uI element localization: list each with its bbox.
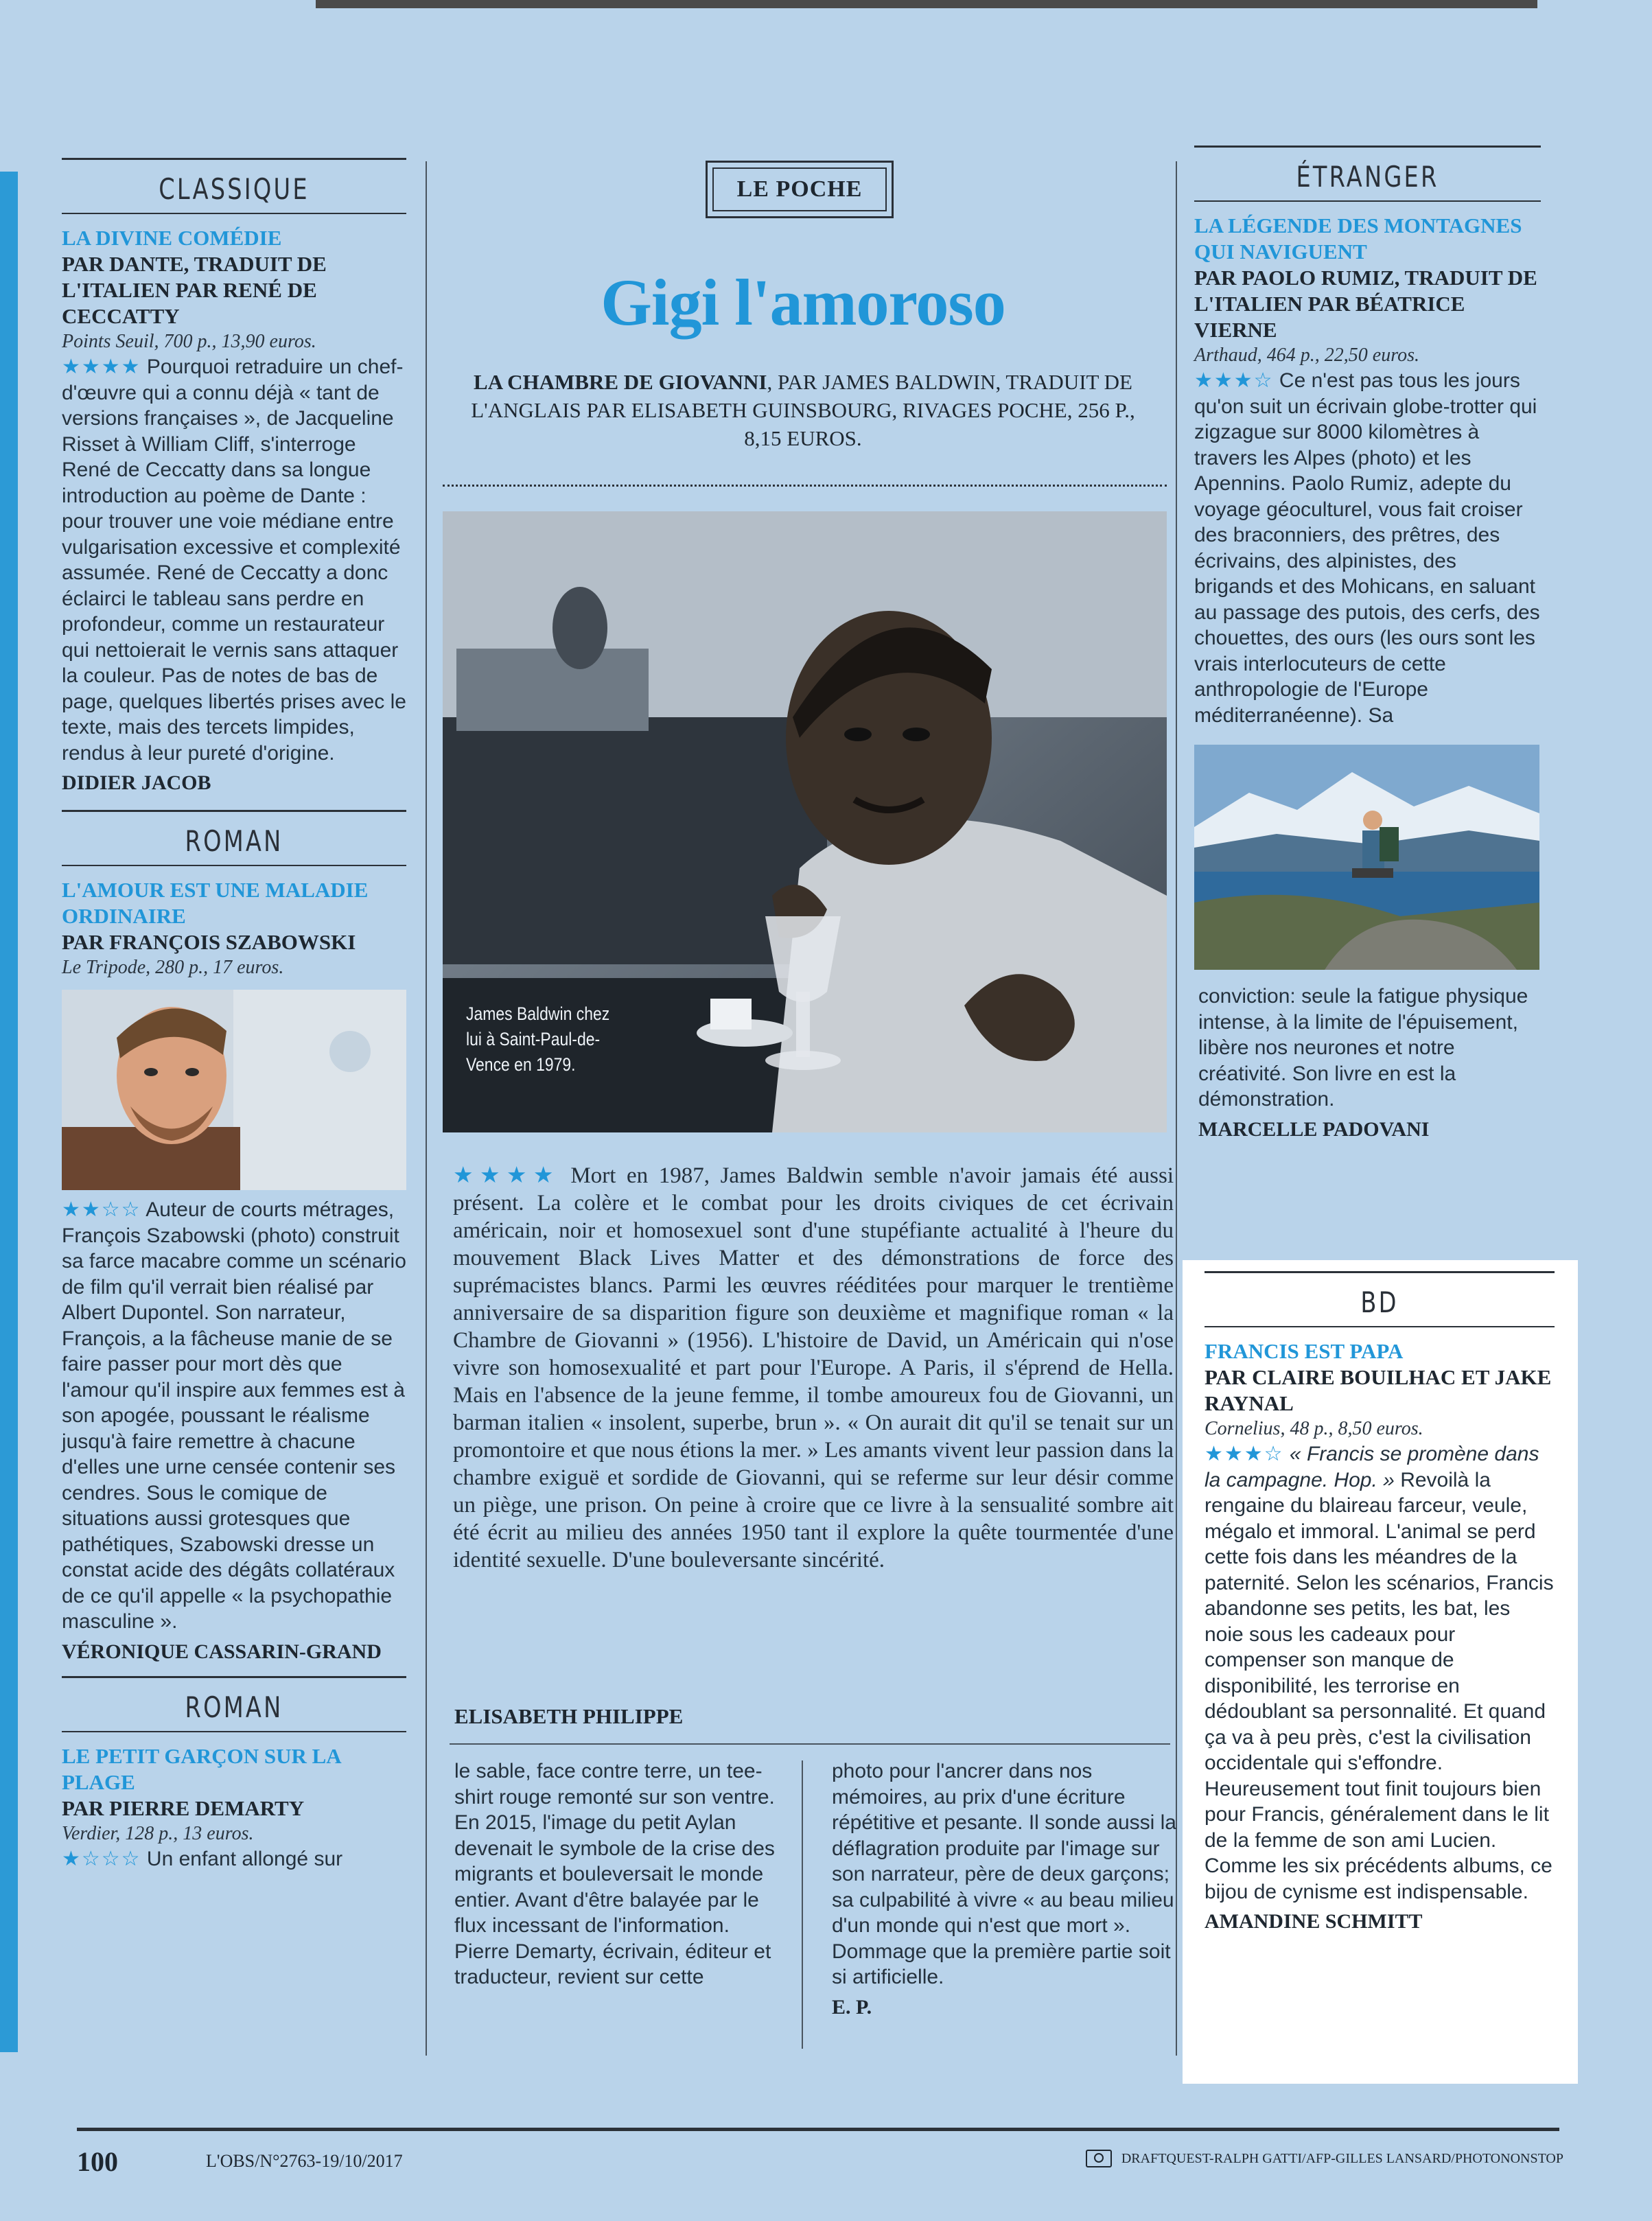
column-divider xyxy=(426,161,427,2056)
section-heading-bd: BD xyxy=(1360,1286,1399,1319)
photo-credits xyxy=(1049,2150,1563,2167)
article-headline: Gigi l'amoroso xyxy=(601,266,1005,339)
deck-details: , PAR JAMES BALDWIN, TRADUIT DE L'ANGLAIS PAR ELISABETH GUINSBOURG, RIVAGES POCHE, 256 P., 8,15 EUROS. xyxy=(471,370,1135,450)
portrait-illustration xyxy=(62,990,406,1190)
review-quote: « Francis se promène dans la campagne. Hop. » xyxy=(1205,1443,1539,1491)
rating-stars: ★★★★ xyxy=(62,356,141,378)
book-title: LA LÉGENDE DES MONTAGNES QUI NAVIGUENT xyxy=(1194,213,1522,264)
book-publisher: Verdier, 128 p., 13 euros. xyxy=(62,1822,254,1844)
review-signature: MARCELLE PADOVANI xyxy=(1198,1117,1430,1141)
section-rule xyxy=(1194,200,1541,202)
column-divider xyxy=(802,1760,803,2049)
continued-text-col2: photo pour l'ancrer dans nos mémoires, au prix d'une écriture répétitive et pesante. Il sonde aussi la déflagration produite par l'image sur son narrateur, père de deux garçons; sa culpabilité à vivre « au beau milieu d'un monde qui n'est que mort ». Dommage que la première partie soit si artificielle. xyxy=(832,1760,1176,1988)
review-body: Auteur de courts métrages, François Szabowski (photo) construit sa farce macabre comme un scénario de film qu'il verrait bien réalisé par Albert Dupontel. Son narrateur, François, a la fâcheuse manie de se faire passer pour mort dès que l'amour qu'il inspire aux femmes est à son apogée, poussant le réalisme jusqu'à faire remettre à chacune d'elles une urne censée contenir ses cendres. Sous le comique de situations aussi grotesques que pathétiques, Szabowski dresse un constat acide des dégâts collatéraux de ce qu'il appelle « la psychopathie masculine ». xyxy=(62,1198,406,1633)
review-text-continued: conviction: seule la fatigue physique intense, à la limite de l'épuisement, libère nos neurones et notre créativité. Son livre en est la démonstration. xyxy=(1198,985,1528,1110)
section-rule xyxy=(62,1731,406,1732)
book-publisher: Arthaud, 464 p., 22,50 euros. xyxy=(1194,345,1419,366)
rating-stars: ★☆☆☆ xyxy=(62,1847,141,1870)
camera-icon xyxy=(1086,2150,1112,2167)
page-number: 100 xyxy=(77,2146,118,2177)
section-rule xyxy=(1205,1326,1555,1327)
book-publisher: Points Seuil, 700 p., 13,90 euros. xyxy=(62,331,316,352)
section-heading-classique: CLASSIQUE xyxy=(159,172,310,206)
review-text xyxy=(62,1846,406,1872)
article-deck xyxy=(453,368,1153,452)
continued-text-col1: le sable, face contre terre, un tee-shirt rouge remonté sur son ventre. En 2015, l'image du petit Aylan devenait le symbole de la crise des migrants et bouleversait le monde entier. Avant d'être balayée par le flux incessant de l'information. Pierre Demarty, écrivain, éditeur et traducteur, revient sur cette xyxy=(454,1760,775,1988)
photo-caption: James Baldwin chez lui à Saint-Paul-de-Vence en 1979. xyxy=(466,1003,610,1075)
review-signature: VÉRONIQUE CASSARIN-GRAND xyxy=(62,1640,382,1663)
rating-stars: ★★☆☆ xyxy=(62,1198,141,1221)
section-rule xyxy=(62,865,406,866)
review-text xyxy=(62,1197,406,1635)
book-publisher: Le Tripode, 280 p., 17 euros. xyxy=(62,957,284,978)
review-text xyxy=(62,354,406,766)
continued-col2 xyxy=(832,1758,1189,2021)
rating-stars: ★★★★ xyxy=(453,1163,560,1188)
book-author: PAR FRANÇOIS SZABOWSKI xyxy=(62,930,356,954)
footer-rule xyxy=(77,2128,1559,2131)
review-body: Un enfant allongé sur xyxy=(146,1847,343,1870)
continued-signature: E. P. xyxy=(832,1995,872,2019)
main-review xyxy=(453,1162,1174,1574)
book-title: LE PETIT GARÇON SUR LA PLAGE xyxy=(62,1743,340,1794)
credits-text: DRAFTQUEST-RALPH GATTI/AFP-GILLES LANSARD/PHOTONONSTOP xyxy=(1121,2150,1563,2166)
dotted-separator xyxy=(443,485,1167,487)
book-author: PAR PIERRE DEMARTY xyxy=(62,1795,305,1820)
section-heading-roman: ROMAN xyxy=(185,824,283,858)
bd-content xyxy=(1205,1271,1555,1935)
book-author: PAR DANTE, TRADUIT DE L'ITALIEN PAR RENÉ DE CECCATTY xyxy=(62,252,327,328)
review-signature: ELISABETH PHILIPPE xyxy=(454,1704,684,1728)
book-title: LA DIVINE COMÉDIE xyxy=(62,226,282,250)
review-signature: AMANDINE SCHMITT xyxy=(1205,1910,1423,1933)
review-body: Ce n'est pas tous les jours qu'on suit un écrivain globe-trotter qui zigzague sur 8000 kilomètres à travers les Alpes (photo) et les Apennins. Paolo Rumiz, adepte du voyage géoculturel, vous fait croiser des braconniers, des prêtres, des écrivains, des alpinistes, des brigands et des Mohicans, en saluant au passage des putois, des cerfs, des chouettes, des ours (les ours sont les vrais interlocuteurs de cette anthropologie de l'Europe méditerranéenne). Sa xyxy=(1194,369,1540,727)
baldwin-photo xyxy=(443,511,1167,1132)
rating-stars: ★★★☆ xyxy=(1194,369,1274,392)
review-signature: DIDIER JACOB xyxy=(62,771,211,794)
top-edge-bar xyxy=(316,0,1537,8)
book-title: FRANCIS EST PAPA xyxy=(1205,1339,1404,1363)
book-title: L'AMOUR EST UNE MALADIE ORDINAIRE xyxy=(62,878,369,928)
book-publisher: Cornelius, 48 p., 8,50 euros. xyxy=(1205,1418,1423,1439)
review-body: Revoilà la rengaine du blaireau farceur, veule, mégalo et immoral. L'animal se perd cette fois dans les méandres de la paternité. Selon les scénarios, Francis abandonne ses petits, les bat, les noie sous les cadeaux pour compenser son manque de disponibilité, les terrorise en dédoublant sa personnalité. Et quand ça va à peu près, c'est la civilisation occidentale qui s'effondre. Heureusement tout finit toujours bien pour Francis, généralement dans le lit de la femme de son ami Lucien. Comme les six précédents albums, ce bijou de cynisme est indispensable. xyxy=(1205,1468,1554,1903)
author-photo-szabowski xyxy=(62,990,406,1190)
left-column xyxy=(62,158,406,1872)
rating-stars: ★★★☆ xyxy=(1205,1443,1284,1465)
alps-photo xyxy=(1194,745,1539,970)
review-body: Mort en 1987, James Baldwin semble n'avoir jamais été aussi présent. La colère et le combat pour les droits civiques de cet écrivain américain, noir et homosexuel sont d'une stupéfiante actualité à l'heure du mouvement Black Lives Matter et des démonstrations de force des suprémacistes blancs. Parmi les œuvres rééditées pour marquer le trentième anniversaire de sa disparition figure son deuxième et magnifique roman « la Chambre de Giovanni » (1956). L'histoire de David, un Américain qui n'ose vivre son homosexualité et part pour l'Europe. A Paris, il s'éprend de Hella. Mais en l'absence de la jeune femme, il tombe amoureux fou de Giovanni, un barman italien « insolent, superbe, brun ». « On aurait dit qu'il se tenait sur un promontoire et que nous étions la mer. » Les amants vivent leur passion dans la chambre exiguë et sordide de Giovanni, qui se referme sur leur désir comme un piège, une prison. On peine à croire que ce livre à la sensualité sombre ait été écrit au milieu des années 1950 tant il explore la quête tourmentée d'une identité sexuelle. D'une bouleversante sincérité. xyxy=(453,1163,1174,1572)
review-text xyxy=(1205,1441,1555,1905)
badge-label: LE POCHE xyxy=(712,167,887,211)
section-rule xyxy=(62,213,406,214)
issue-info: L'OBS/N°2763-19/10/2017 xyxy=(206,2151,403,2171)
bd-box xyxy=(1183,1260,1578,2084)
right-column-etranger xyxy=(1194,146,1541,1143)
book-author: PAR CLAIRE BOUILHAC ET JAKE RAYNAL xyxy=(1205,1365,1552,1415)
review-text xyxy=(1194,368,1541,728)
column-rule xyxy=(450,1743,1170,1745)
review-body: Pourquoi retraduire un chef-d'œuvre qui a connu déjà « tant de versions françaises », de Jacqueline Risset à William Cliff, s'interroge René de Ceccatty dans sa longue introduction au poème de Dante : pour trouver une voie médiane entre vulgarisation excessive et complexité assumée. René de Ceccatty a donc éclairci le tableau sans perdre en profondeur, comme un restaurateur qui nettoierait le vernis sans attaquer la couleur. Pas de notes de bas de page, quelques libertés prises avec le texte, mais des tercets limpides, rendus à leur pureté d'origine. xyxy=(62,356,406,765)
section-heading-etranger: ÉTRANGER xyxy=(1296,160,1439,194)
section-heading-roman-2: ROMAN xyxy=(185,1690,283,1724)
le-poche-badge xyxy=(706,161,894,218)
landscape-illustration xyxy=(1194,745,1539,970)
book-author: PAR PAOLO RUMIZ, TRADUIT DE L'ITALIEN PAR BÉATRICE VIERNE xyxy=(1194,266,1537,342)
deck-book-title: LA CHAMBRE DE GIOVANNI xyxy=(474,370,767,394)
left-blue-strip xyxy=(0,172,18,2052)
